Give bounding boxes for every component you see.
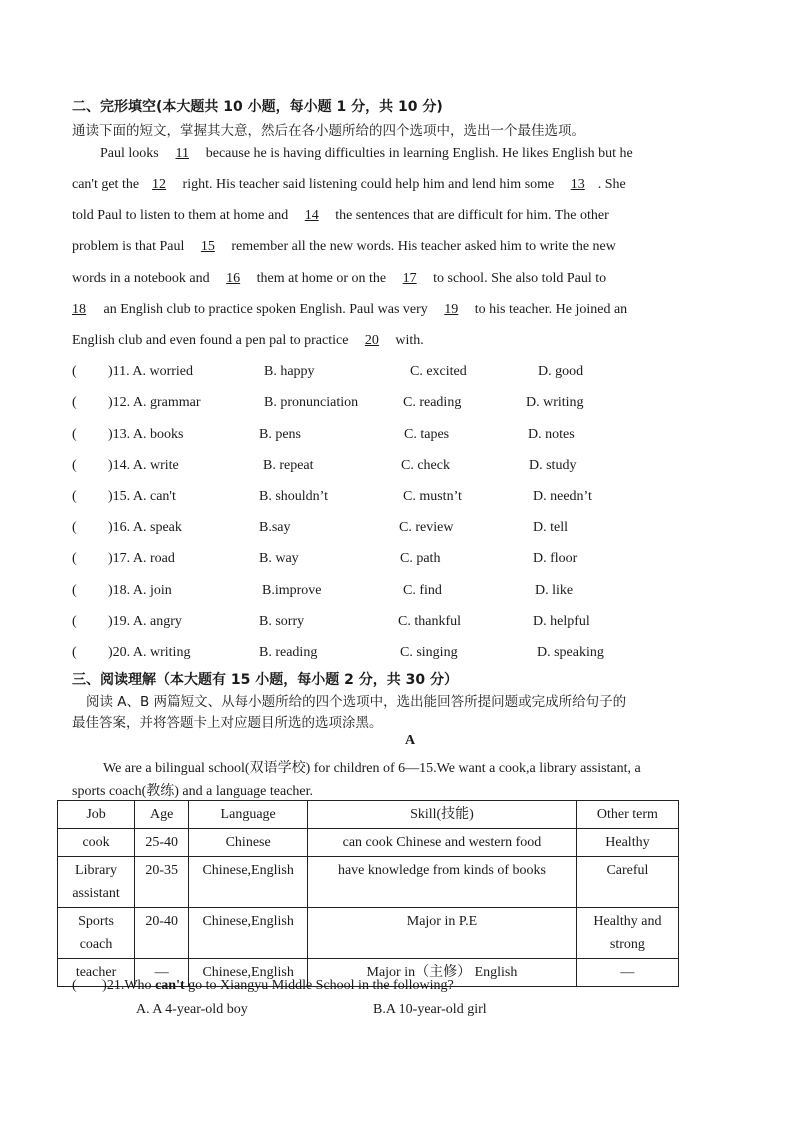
passage-text: Paul looks xyxy=(100,146,163,161)
option-b[interactable]: B.improve xyxy=(262,583,322,598)
passage-text: the sentences that are difficult for him. The other xyxy=(331,208,609,223)
option-d[interactable]: D. study xyxy=(529,458,577,473)
passage-line-4 xyxy=(72,239,616,255)
table-cell: Healthy and strong xyxy=(576,908,678,959)
option-b[interactable]: B. happy xyxy=(264,364,315,379)
option-c[interactable]: C. path xyxy=(400,551,441,566)
option-c[interactable]: C. reading xyxy=(403,395,462,410)
answer-paren[interactable]: ( xyxy=(72,489,77,504)
option-a[interactable]: )12. A. grammar xyxy=(108,395,201,410)
passage-line-1 xyxy=(100,146,633,162)
passage-line-2 xyxy=(72,177,626,193)
table-cell: Careful xyxy=(576,857,678,908)
table-cell: — xyxy=(135,959,189,987)
option-b[interactable]: B. repeat xyxy=(263,458,314,473)
option-c[interactable]: C. thankful xyxy=(398,614,461,629)
option-c[interactable]: C. review xyxy=(399,520,454,535)
passage-text: English club and even found a pen pal to practice xyxy=(72,333,352,348)
table-cell: 20-35 xyxy=(135,857,189,908)
answer-paren[interactable]: ( xyxy=(72,551,77,566)
blank-13: 13 xyxy=(570,177,585,192)
answer-paren[interactable]: ( xyxy=(72,583,77,598)
passage-a-intro: We are a bilingual school(双语学校) for children of 6—15.We want a cook,a library assistant, a xyxy=(103,761,641,776)
option-c[interactable]: C. mustn’t xyxy=(403,489,462,504)
option-d[interactable]: D. helpful xyxy=(533,614,590,629)
option-d[interactable]: D. writing xyxy=(526,395,584,410)
passage-text: with. xyxy=(391,333,424,348)
option-b[interactable]: B.say xyxy=(259,520,291,535)
header-cell: Other term xyxy=(576,801,678,829)
section-3-heading: 三、阅读理解（本大题有 15 小题，每小题 2 分，共 30 分） xyxy=(72,672,458,688)
option-a[interactable]: )15. A. can't xyxy=(108,489,176,504)
header-cell: Skill(技能) xyxy=(308,801,577,829)
blank-14: 14 xyxy=(304,208,319,223)
option-a[interactable]: )16. A. speak xyxy=(108,520,182,535)
table-row xyxy=(58,829,679,857)
option-b[interactable]: B. pronunciation xyxy=(264,395,359,410)
answer-paren[interactable]: ( xyxy=(72,395,77,410)
answer-paren[interactable]: ( xyxy=(72,614,77,629)
passage-text: to his teacher. He joined an xyxy=(471,302,628,317)
question-emphasis: can't xyxy=(155,978,185,993)
passage-text: words in a notebook and xyxy=(72,271,214,286)
header-cell: Job xyxy=(58,801,135,829)
option-a[interactable]: )13. A. books xyxy=(108,427,184,442)
passage-text: problem is that Paul xyxy=(72,239,188,254)
table-cell: — xyxy=(576,959,678,987)
passage-text: remember all the new words. His teacher asked him to write the new xyxy=(227,239,616,254)
jobs-table xyxy=(57,800,679,987)
table-header-row xyxy=(58,801,679,829)
option-c[interactable]: C. excited xyxy=(410,364,467,379)
passage-text: them at home or on the xyxy=(253,271,390,286)
table-cell: 25-40 xyxy=(135,829,189,857)
table-cell: Healthy xyxy=(576,829,678,857)
table-cell: Chinese,English xyxy=(189,857,308,908)
answer-paren[interactable]: ( xyxy=(72,427,77,442)
table-row xyxy=(58,857,679,908)
option-a[interactable]: )20. A. writing xyxy=(108,645,191,660)
table-cell: can cook Chinese and western food xyxy=(308,829,577,857)
passage-text: because he is having difficulties in learning English. He likes English but he xyxy=(202,146,633,161)
option-d[interactable]: D. tell xyxy=(533,520,568,535)
option-b[interactable]: B. shouldn’t xyxy=(259,489,328,504)
passage-line-5 xyxy=(72,271,606,287)
table-cell: cook xyxy=(58,829,135,857)
option-a[interactable]: )18. A. join xyxy=(108,583,172,598)
answer-paren[interactable]: ( xyxy=(72,978,77,993)
passage-text: can't get the xyxy=(72,177,140,192)
table-cell: Library assistant xyxy=(58,857,135,908)
question-text: )21.Who xyxy=(102,978,156,993)
option-d[interactable]: D. notes xyxy=(528,427,575,442)
section-2-instruction: 通读下面的短文，掌握其大意，然后在各小题所给的四个选项中，选出一个最佳选项。 xyxy=(72,123,585,139)
option-b[interactable]: B. sorry xyxy=(259,614,305,629)
header-cell: Age xyxy=(135,801,189,829)
table-row xyxy=(58,908,679,959)
option-a[interactable]: )17. A. road xyxy=(108,551,175,566)
table-cell: have knowledge from kinds of books xyxy=(308,857,577,908)
option-a[interactable]: A. A 4-year-old boy xyxy=(136,1002,248,1017)
passage-line-7 xyxy=(72,333,424,349)
table-cell: teacher xyxy=(58,959,135,987)
option-d[interactable]: D. like xyxy=(535,583,574,598)
option-b[interactable]: B. reading xyxy=(259,645,318,660)
blank-18: 18 xyxy=(72,302,86,317)
passage-a-label: A xyxy=(405,733,416,748)
blank-17: 17 xyxy=(402,271,417,286)
table-cell: Chinese,English xyxy=(189,959,308,987)
passage-text: right. His teacher said listening could help him and lend him some xyxy=(179,177,558,192)
option-b[interactable]: B. pens xyxy=(259,427,301,442)
question-text: go to Xiangyu Middle School in the following? xyxy=(184,978,454,993)
table-cell: Major in P.E xyxy=(308,908,577,959)
table-cell: Major in（主修） English xyxy=(308,959,577,987)
table-cell: 20-40 xyxy=(135,908,189,959)
option-d[interactable]: D. speaking xyxy=(537,645,604,660)
section-3-instruction-cont: 最佳答案，并将答题卡上对应题目所选的选项涂黑。 xyxy=(72,715,383,731)
passage-text: an English club to practice spoken English. Paul was very xyxy=(100,302,432,317)
option-d[interactable]: D. floor xyxy=(533,551,578,566)
option-d[interactable]: D. good xyxy=(538,364,584,379)
option-d[interactable]: D. needn’t xyxy=(533,489,592,504)
blank-11: 11 xyxy=(175,146,189,161)
passage-line-6 xyxy=(72,302,627,318)
blank-20: 20 xyxy=(364,333,379,348)
table-cell: Sports coach xyxy=(58,908,135,959)
header-cell: Language xyxy=(189,801,308,829)
passage-line-3 xyxy=(72,208,609,224)
table-cell: Chinese,English xyxy=(189,908,308,959)
answer-paren[interactable]: ( xyxy=(72,458,77,473)
blank-16: 16 xyxy=(226,271,241,286)
passage-text: to school. She also told Paul to xyxy=(429,271,607,286)
passage-text: . She xyxy=(597,177,626,192)
option-b[interactable]: B. way xyxy=(259,551,299,566)
answer-paren[interactable]: ( xyxy=(72,364,77,379)
option-a[interactable]: )11. A. worried xyxy=(108,364,194,379)
question-21 xyxy=(72,978,454,994)
blank-12: 12 xyxy=(152,177,167,192)
answer-paren[interactable]: ( xyxy=(72,520,77,535)
option-c[interactable]: C. tapes xyxy=(404,427,450,442)
section-2-heading: 二、完形填空(本大题共 10 小题，每小题 1 分，共 10 分) xyxy=(72,99,443,115)
blank-15: 15 xyxy=(200,239,215,254)
option-a[interactable]: )19. A. angry xyxy=(108,614,182,629)
passage-a-intro-cont: sports coach(教练) and a language teacher. xyxy=(72,784,314,799)
answer-paren[interactable]: ( xyxy=(72,645,77,660)
blank-19: 19 xyxy=(444,302,459,317)
passage-text: told Paul to listen to them at home and xyxy=(72,208,292,223)
option-b[interactable]: B.A 10-year-old girl xyxy=(373,1002,487,1017)
option-c[interactable]: C. find xyxy=(403,583,442,598)
option-c[interactable]: C. check xyxy=(401,458,450,473)
option-c[interactable]: C. singing xyxy=(400,645,458,660)
section-3-instruction: 阅读 A、B 两篇短文、从每小题所给的四个选项中，选出能回答所提问题或完成所给句子的 xyxy=(86,694,627,710)
option-a[interactable]: )14. A. write xyxy=(108,458,179,473)
table-cell: Chinese xyxy=(189,829,308,857)
